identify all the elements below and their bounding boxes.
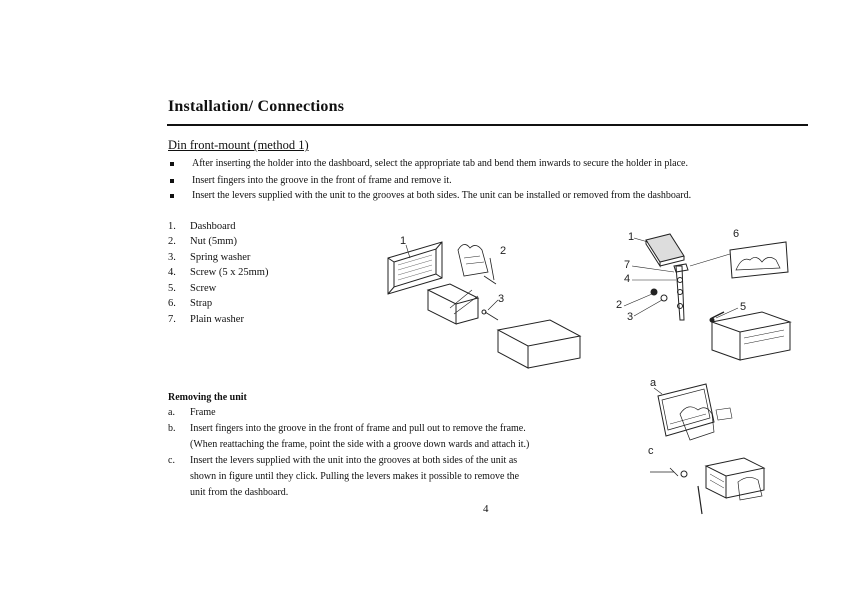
part-label: Strap [190,298,213,309]
part-label: Plain washer [190,314,244,325]
callout-label: 3 [498,293,505,305]
bullet-text: After inserting the holder into the dashboard, select the appropriate tab and bend them inwards to secure the holder in place. [192,158,688,169]
part-label: Dashboard [190,221,236,232]
callout-label: 4 [624,273,631,285]
callout-label: 2 [500,245,507,257]
step-letter: a. [168,407,175,418]
step-letter: c. [168,455,175,466]
part-number: 5. [168,283,176,294]
hand-bending-tab [458,244,488,276]
callout-label: 7 [624,259,631,271]
part-number: 4. [168,267,176,278]
bullet-square-icon [170,162,174,166]
page-number: 4 [483,503,489,515]
part-number: 7. [168,314,176,325]
part-number: 1. [168,221,176,232]
installation-figure-left [380,228,605,373]
step-letter: b. [168,423,176,434]
title-rule [167,124,808,126]
section-subtitle: Din front-mount (method 1) [168,138,309,152]
hand-pulling-unit [738,477,762,500]
removing-heading: Removing the unit [168,392,247,403]
part-number: 3. [168,252,176,263]
step-text: Frame [190,407,216,418]
part-label: Screw (5 x 25mm) [190,267,269,278]
callout-label: c [648,445,654,457]
step-text: unit from the dashboard. [190,487,289,498]
removal-figure [640,374,780,522]
hands-box [730,242,788,278]
callout-label: 2 [616,299,623,311]
part-number: 6. [168,298,176,309]
radio-unit [712,312,790,332]
step-text: Insert fingers into the groove in the front of frame and pull out to remove the frame. [190,423,526,434]
bullet-text: Insert the levers supplied with the unit to the grooves at both sides. The unit can be installed or removed from the dashboard. [192,190,692,201]
installation-figure-right [612,226,802,376]
release-lever [650,468,678,476]
radio-unit [498,320,580,346]
bullet-square-icon [170,179,174,183]
page-title: Installation/ Connections [168,98,345,115]
bullet-text: Insert fingers into the groove in the front of frame and remove it. [192,175,452,186]
part-number: 2. [168,236,176,247]
mounting-sleeve [428,284,478,304]
callout-label: 1 [400,235,407,247]
mounting-plate [646,234,684,262]
callout-label: 6 [733,228,740,240]
part-label: Spring washer [190,252,251,263]
callout-label: 5 [740,301,747,313]
callout-label: 1 [628,231,635,243]
part-label: Nut (5mm) [190,236,237,247]
callout-label: 3 [627,311,634,323]
callout-label: a [650,377,657,389]
step-text: Insert the levers supplied with the unit into the grooves at both sides of the unit as [190,455,518,466]
part-label: Screw [190,283,217,294]
step-text: shown in figure until they click. Pulling the levers makes it possible to remove the [190,471,520,482]
step-text: (When reattaching the frame, point the side with a groove down wards and attach it.) [190,439,530,450]
bullet-square-icon [170,194,174,198]
removable-frame [658,384,714,436]
radio-unit [706,458,764,476]
screw-line [485,312,498,320]
